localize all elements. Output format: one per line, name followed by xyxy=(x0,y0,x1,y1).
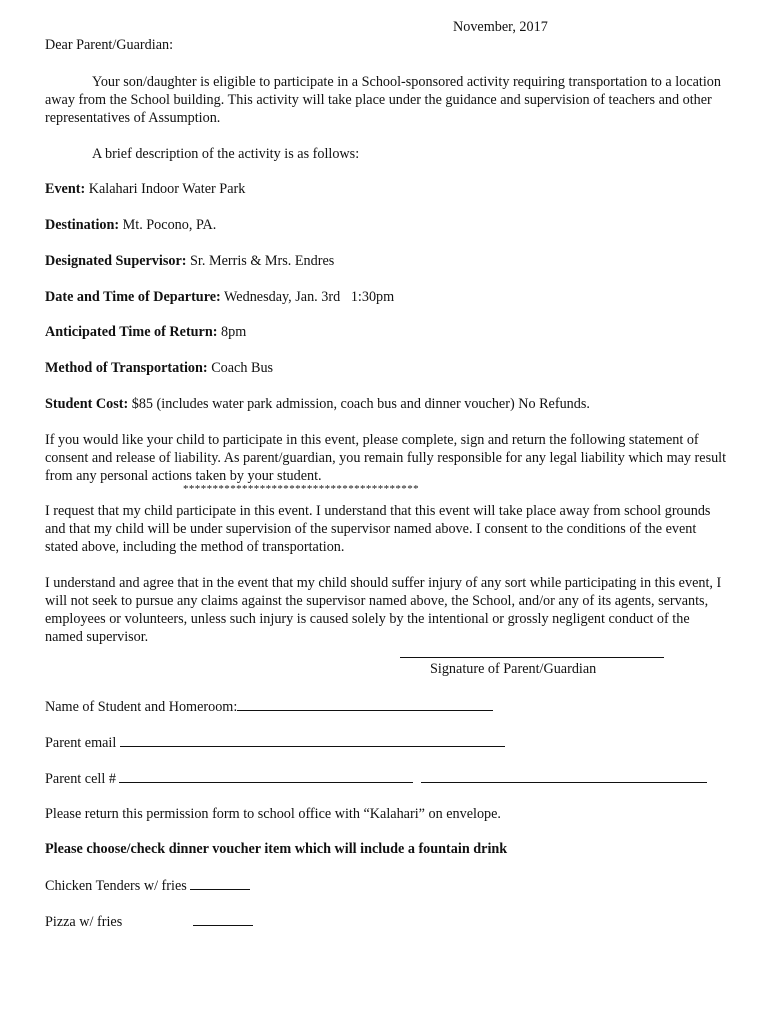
waiver-paragraph: I understand and agree that in the event that my child should suffer injury of any sort while participating in this event, I will not seek to pursue any claims against the supervisor named above, the School, and/or any of its agents, servants, employees or volunteers, unless such injury is caused solely by the intentional or grossly negligent conduct of the named supervisor. xyxy=(45,575,722,645)
intro-paragraph: Your son/daughter is eligible to participate in a School-sponsored activity requiring transportation to a location away from the School building. This activity will take place under the guidance and supervision of teachers and other representatives of Assumption. xyxy=(45,74,721,126)
signature-label: Signature of Parent/Guardian xyxy=(430,661,597,677)
event-label: Event: xyxy=(45,181,86,197)
parent-cell-input[interactable] xyxy=(119,770,413,783)
destination-label: Destination: xyxy=(45,217,120,233)
separator-stars: **************************************** xyxy=(183,483,419,495)
destination-value: Mt. Pocono, PA. xyxy=(122,217,217,233)
transport-value: Coach Bus xyxy=(211,360,274,376)
transport-label: Method of Transportation: xyxy=(45,360,208,376)
cost-field xyxy=(45,396,590,413)
signature-line[interactable] xyxy=(400,657,664,658)
student-name-row xyxy=(45,698,493,716)
student-name-label: Name of Student and Homeroom: xyxy=(45,699,238,715)
parent-cell-row xyxy=(45,770,707,788)
supervisor-value: Sr. Merris & Mrs. Endres xyxy=(190,253,335,269)
option-chicken-label: Chicken Tenders w/ fries xyxy=(45,878,187,894)
return-note: Please return this permission form to school office with “Kalahari” on envelope. xyxy=(45,806,501,822)
return-field xyxy=(45,324,246,341)
departure-field xyxy=(45,289,394,306)
option-chicken-checkline[interactable] xyxy=(190,877,250,890)
parent-cell-input-second[interactable] xyxy=(421,770,707,783)
letter-date: November, 2017 xyxy=(453,19,548,35)
option-chicken-row xyxy=(45,877,250,895)
transport-field xyxy=(45,360,273,377)
option-pizza-row xyxy=(45,913,253,931)
supervisor-field xyxy=(45,253,334,270)
parent-email-row xyxy=(45,734,505,752)
option-pizza-label: Pizza w/ fries xyxy=(45,914,123,930)
parent-email-label: Parent email xyxy=(45,735,117,751)
departure-label: Date and Time of Departure: xyxy=(45,289,221,305)
student-name-input[interactable] xyxy=(237,698,493,711)
event-field xyxy=(45,181,245,198)
voucher-heading: Please choose/check dinner voucher item which will include a fountain drink xyxy=(45,841,508,857)
parent-cell-label: Parent cell # xyxy=(45,771,116,787)
instructions-paragraph: If you would like your child to participate in this event, please complete, sign and return the following statement of consent and release of liability. As parent/guardian, you remain fully responsible for any legal liability which may result from any personal actions taken by your student. xyxy=(45,432,727,484)
cost-label: Student Cost: xyxy=(45,396,129,412)
event-value: Kalahari Indoor Water Park xyxy=(88,181,246,197)
cost-value: $85 (includes water park admission, coach bus and dinner voucher) No Refunds. xyxy=(131,396,590,412)
destination-field xyxy=(45,217,216,234)
departure-value: Wednesday, Jan. 3rd 1:30pm xyxy=(224,289,395,305)
return-label: Anticipated Time of Return: xyxy=(45,324,218,340)
option-pizza-checkline[interactable] xyxy=(193,913,253,926)
parent-email-input[interactable] xyxy=(120,734,505,747)
return-value: 8pm xyxy=(221,324,247,340)
brief-description-intro: A brief description of the activity is as follows: xyxy=(92,146,360,162)
greeting: Dear Parent/Guardian: xyxy=(45,37,174,53)
supervisor-label: Designated Supervisor: xyxy=(45,253,187,269)
request-paragraph: I request that my child participate in this event. I understand that this event will take place away from school grounds and that my child will be under supervision of the supervisor named above. I consent to the conditions of the event stated above, including the method of transportation. xyxy=(45,503,711,555)
